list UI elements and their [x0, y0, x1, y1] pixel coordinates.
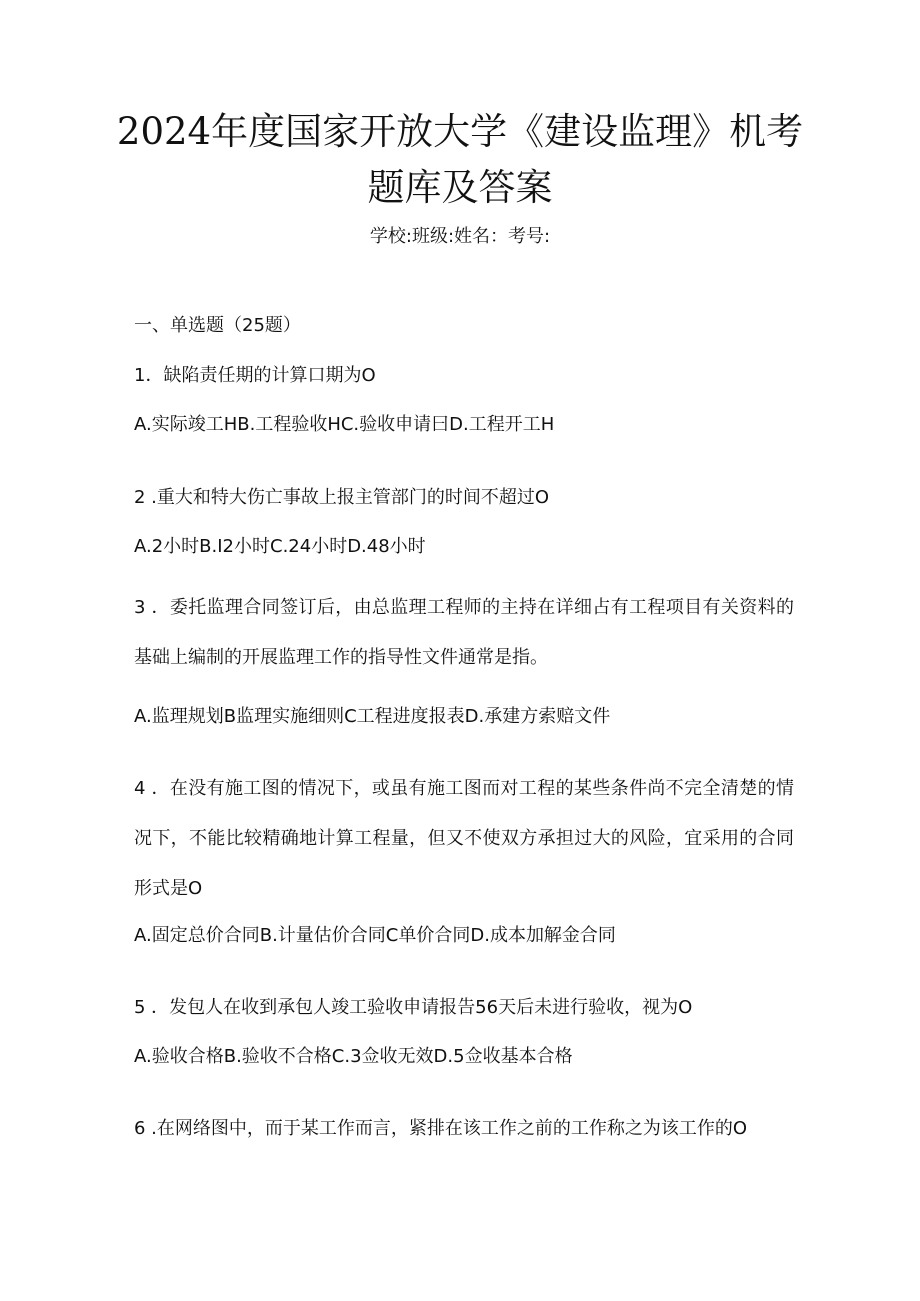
question-6-stem: 6 .在网络图中，而于某工作而言，紧排在该工作之前的工作称之为该工作的O — [134, 1118, 748, 1139]
question-1-stem: 1．缺陷责任期的计算口期为O — [134, 365, 376, 386]
question-2-options: A.2小时B.I2小时C.24小时D.48小时 — [134, 536, 426, 557]
question-4-options: A.固定总价合同B.计量估价合同C单价合同D.成本加解金合同 — [134, 925, 616, 946]
question-3-stem: 3 ．委托监理合同签订后，由总监理工程师的主持在详细占有工程项目有关资料的基础上编制的开展监理工作的指导性文件通常是指。 — [134, 597, 794, 668]
question-1-options: A.实际竣工HB.工程验收HC.验收申请曰D.工程开工H — [134, 414, 555, 435]
question-3-options: A.监理规划B监理实施细则C工程进度报表D.承建方索赔文件 — [134, 706, 611, 727]
question-2-stem: 2 .重大和特大伤亡事故上报主管部门的时间不超过O — [134, 487, 550, 508]
question-4-stem: 4 ．在没有施工图的情况下，或虽有施工图而对工程的某些条件尚不完全清楚的情况下，不能比较精确地计算工程量，但又不使双方承担过大的风险，宜采用的合同形式是O — [134, 778, 794, 899]
question-5-options: A.验收合格B.验收不合格C.3佥收无效D.5佥收基本合格 — [134, 1046, 573, 1067]
question-5-stem: 5 ．发包人在收到承包人竣工验收申请报告56天后未进行验收，视为O — [134, 997, 693, 1018]
document-title: 2024年度国家开放大学《建设监理》机考题库及答案 — [116, 110, 804, 209]
student-info-line: 学校:班级:姓名：考号: — [369, 226, 551, 247]
section-heading: 一、单选题（25题） — [134, 315, 301, 336]
